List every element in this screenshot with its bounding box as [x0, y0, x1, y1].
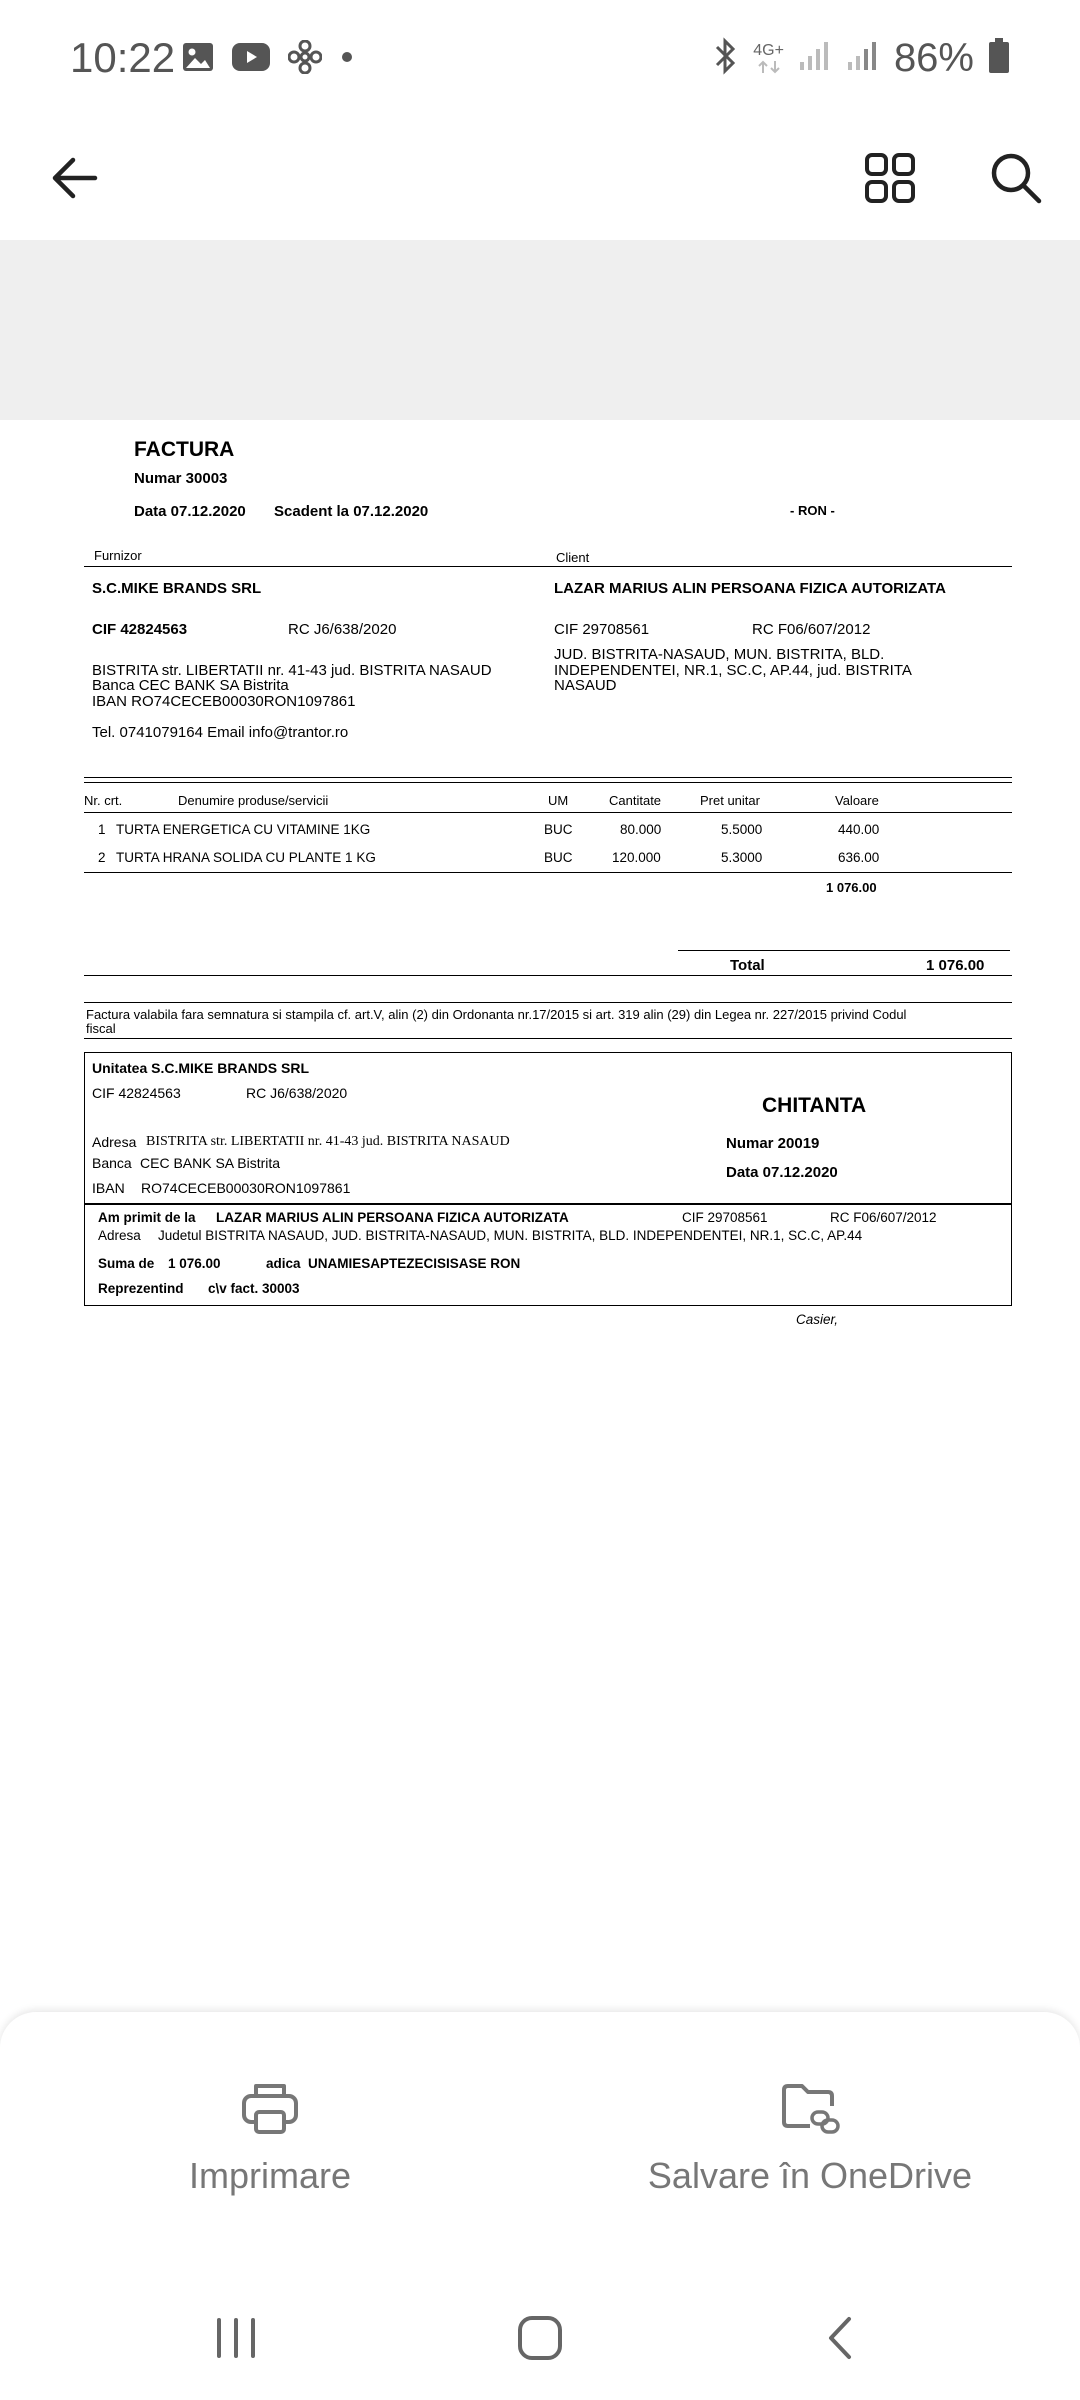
divider — [84, 1038, 1012, 1039]
back-button[interactable] — [34, 140, 114, 220]
row-um: BUC — [544, 850, 573, 865]
col-header-um: UM — [548, 793, 569, 808]
supplier-iban: IBAN RO74CECEB00030RON1097861 — [92, 693, 356, 710]
client-label: Client — [556, 550, 590, 565]
search-button[interactable] — [976, 140, 1056, 220]
divider — [678, 950, 1010, 951]
row-value: 636.00 — [838, 850, 880, 865]
home-button[interactable] — [500, 2308, 580, 2372]
receipt-repr-label: Reprezentind — [98, 1281, 184, 1296]
supplier-contact: Tel. 0741079164 Email info@trantor.ro — [92, 724, 349, 741]
supplier-label: Furnizor — [94, 548, 142, 563]
folder-link-icon — [780, 2082, 840, 2141]
row-nr: 1 — [98, 822, 106, 837]
battery-percent: 86% — [893, 36, 974, 80]
total-value: 1 076.00 — [926, 957, 985, 974]
supplier-bank: Banca CEC BANK SA Bistrita — [92, 677, 289, 694]
client-address-line-2: INDEPENDENTEI, NR.1, SC.C, AP.44, jud. BISTRITA — [554, 662, 912, 679]
receipt-received-label: Am primit de la — [98, 1210, 196, 1225]
subtotal-value: 1 076.00 — [826, 880, 877, 895]
row-um: BUC — [544, 822, 573, 837]
recents-button[interactable] — [196, 2308, 276, 2372]
bluetooth-icon — [711, 37, 739, 80]
receipt-box — [84, 1052, 1012, 1306]
receipt-address: BISTRITA str. LIBERTATII nr. 41-43 jud. BISTRITA NASAUD — [146, 1134, 510, 1149]
print-button[interactable] — [0, 2082, 540, 2232]
divider — [84, 812, 1012, 813]
invoice-date: Data 07.12.2020 — [134, 503, 246, 520]
total-label: Total — [730, 957, 765, 974]
status-time: 10:22 — [70, 34, 176, 81]
receipt-bank-label: Banca — [92, 1155, 132, 1171]
divider — [84, 566, 1012, 567]
search-icon — [989, 151, 1043, 210]
col-header-name: Denumire produse/servicii — [178, 793, 329, 808]
col-header-price: Pret unitar — [700, 793, 760, 808]
row-price: 5.5000 — [721, 822, 763, 837]
invoice-due-date: Scadent la 07.12.2020 — [274, 503, 429, 520]
divider — [84, 872, 1012, 873]
receipt-number: Numar 20019 — [726, 1135, 820, 1152]
receipt-rc: RC J6/638/2020 — [246, 1085, 348, 1101]
receipt-repr: c\v fact. 30003 — [208, 1281, 300, 1296]
receipt-address-label: Adresa — [92, 1134, 137, 1150]
receipt-sum-label: Suma de — [98, 1256, 155, 1271]
client-address-line-1: JUD. BISTRITA-NASAUD, MUN. BISTRITA, BLD. — [554, 646, 885, 663]
receipt-payer-cif: CIF 29708561 — [682, 1210, 768, 1225]
print-label: Imprimare — [188, 2155, 352, 2196]
receipt-cashier: Casier, — [796, 1312, 839, 1327]
printer-icon — [240, 2082, 300, 2141]
supplier-cif: CIF 42824563 — [92, 621, 188, 638]
save-onedrive-button[interactable] — [540, 2082, 1080, 2232]
client-address-line-3: NASAUD — [554, 677, 617, 694]
invoice-note: Factura valabila fara semnatura si stampila cf. art.V, alin (2) din Ordonanta nr.17/2015 si art. 319 alin (29) din Legea nr. 227/2015 privind Codul — [86, 1007, 907, 1022]
receipt-payer-address-label: Adresa — [98, 1228, 141, 1243]
dot-icon — [340, 50, 354, 69]
image-icon — [182, 42, 214, 77]
document-viewer[interactable] — [0, 240, 1080, 1948]
receipt-iban-label: IBAN — [92, 1180, 125, 1196]
client-rc: RC F06/607/2012 — [752, 621, 871, 638]
receipt-date: Data 07.12.2020 — [726, 1164, 838, 1181]
receipt-iban: RO74CECEB00030RON1097861 — [141, 1180, 351, 1196]
receipt-received-from: LAZAR MARIUS ALIN PERSOANA FIZICA AUTORIZATA — [216, 1210, 569, 1225]
divider — [84, 777, 1012, 778]
fan-icon — [288, 40, 322, 79]
row-name: TURTA ENERGETICA CU VITAMINE 1KG — [116, 822, 371, 837]
col-header-qty: Cantitate — [609, 793, 662, 808]
row-name: TURTA HRANA SOLIDA CU PLANTE 1 KG — [116, 850, 376, 865]
receipt-title: CHITANTA — [762, 1094, 867, 1117]
thumbnails-button[interactable] — [850, 140, 930, 220]
system-back-button[interactable] — [800, 2308, 880, 2372]
youtube-icon — [232, 43, 270, 76]
home-icon — [517, 2315, 563, 2366]
client-cif: CIF 29708561 — [554, 621, 650, 638]
client-name: LAZAR MARIUS ALIN PERSOANA FIZICA AUTORIZATA — [554, 580, 946, 597]
network-type: 4G+ — [753, 43, 784, 75]
invoice-title: FACTURA — [134, 438, 235, 461]
arrow-left-icon — [49, 156, 99, 205]
col-header-value: Valoare — [835, 793, 879, 808]
navigation-bar — [0, 2280, 1080, 2400]
notification-icons — [182, 40, 354, 79]
receipt-bank: CEC BANK SA Bistrita — [140, 1155, 281, 1171]
divider — [84, 1002, 1012, 1003]
invoice-currency: - RON - — [790, 503, 835, 518]
receipt-sum: 1 076.00 — [168, 1256, 221, 1271]
save-onedrive-label: Salvare în OneDrive — [647, 2155, 973, 2196]
invoice-note-continued: fiscal — [86, 1021, 116, 1036]
divider — [84, 975, 1012, 976]
document-page[interactable] — [0, 420, 1080, 1948]
back-chevron-icon — [825, 2315, 855, 2366]
system-icons — [711, 36, 1010, 81]
row-nr: 2 — [98, 850, 106, 865]
supplier-name: S.C.MIKE BRANDS SRL — [92, 580, 262, 597]
row-qty: 80.000 — [620, 822, 662, 837]
status-bar — [0, 0, 1080, 120]
invoice-number: Numar 30003 — [134, 470, 228, 487]
row-qty: 120.000 — [612, 850, 661, 865]
receipt-unit: Unitatea S.C.MIKE BRANDS SRL — [92, 1060, 310, 1076]
signal-icon — [798, 40, 832, 77]
supplier-address: BISTRITA str. LIBERTATII nr. 41-43 jud. BISTRITA NASAUD — [92, 662, 492, 679]
receipt-payer-rc: RC F06/607/2012 — [830, 1210, 937, 1225]
receipt-words: UNAMIESAPTEZECISISASE RON — [308, 1256, 521, 1271]
divider — [84, 1203, 1012, 1205]
battery-icon — [988, 38, 1010, 79]
receipt-payer-address: Judetul BISTRITA NASAUD, JUD. BISTRITA-NASAUD, MUN. BISTRITA, BLD. INDEPENDENTEI, NR.1, SC.C, AP.44 — [158, 1228, 863, 1243]
receipt-words-label: adica — [266, 1256, 301, 1271]
app-bar — [0, 120, 1080, 240]
supplier-rc: RC J6/638/2020 — [288, 621, 397, 638]
grid-icon — [864, 152, 916, 209]
col-header-nr: Nr. crt. — [84, 793, 123, 808]
row-price: 5.3000 — [721, 850, 763, 865]
divider — [84, 782, 1012, 783]
signal-icon — [846, 40, 880, 77]
recents-icon — [213, 2316, 259, 2365]
receipt-cif: CIF 42824563 — [92, 1085, 181, 1101]
row-value: 440.00 — [838, 822, 880, 837]
